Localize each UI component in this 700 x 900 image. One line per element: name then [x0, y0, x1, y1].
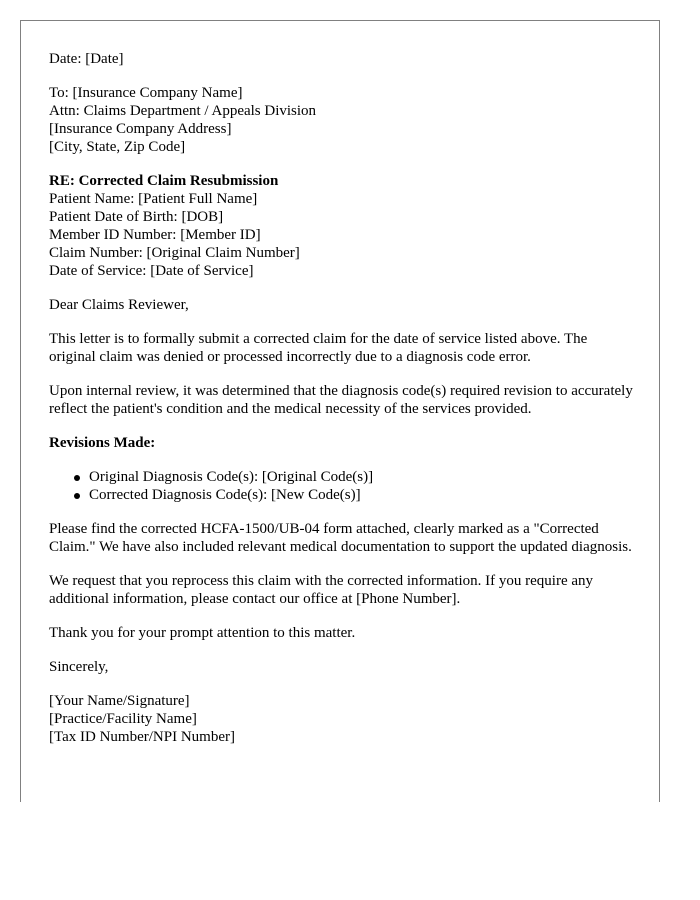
recipient-block — [49, 84, 633, 156]
original-code-item: Original Diagnosis Code(s): [Original Code(s)] — [89, 469, 374, 485]
signature-tax-id: [Tax ID Number/NPI Number] — [49, 729, 235, 745]
list-item — [89, 486, 633, 504]
claim-number: Claim Number: [Original Claim Number] — [49, 245, 300, 261]
paragraph-intro: This letter is to formally submit a corrected claim for the date of service listed above. The original claim was denied or processed incorrectly due to a diagnosis code error. — [49, 331, 588, 365]
signature-name: [Your Name/Signature] — [49, 693, 190, 709]
recipient-attn: Attn: Claims Department / Appeals Division — [49, 103, 317, 119]
letter-page — [20, 20, 660, 802]
bullet-icon — [74, 493, 80, 499]
corrected-code-item: Corrected Diagnosis Code(s): [New Code(s)] — [89, 487, 361, 503]
list-item — [89, 468, 633, 486]
paragraph-request: We request that you reprocess this claim with the corrected information. If you require any additional information, please contact our office at [Phone Number]. — [49, 573, 594, 607]
member-id: Member ID Number: [Member ID] — [49, 227, 261, 243]
date-line: Date: [Date] — [49, 51, 124, 67]
closing: Sincerely, — [49, 659, 109, 675]
re-heading: RE: Corrected Claim Resubmission — [49, 173, 279, 189]
re-block — [49, 172, 633, 280]
patient-name: Patient Name: [Patient Full Name] — [49, 191, 258, 207]
paragraph-thanks: Thank you for your prompt attention to this matter. — [49, 625, 356, 641]
paragraph-attachment: Please find the corrected HCFA-1500/UB-04 form attached, clearly marked as a "Corrected Claim." We have also included relevant medical documentation to support the updated diagnosis. — [49, 521, 632, 555]
patient-dob: Patient Date of Birth: [DOB] — [49, 209, 224, 225]
signature-practice: [Practice/Facility Name] — [49, 711, 197, 727]
date-of-service: Date of Service: [Date of Service] — [49, 263, 254, 279]
letter-content — [49, 50, 633, 746]
recipient-address: [Insurance Company Address] — [49, 121, 232, 137]
recipient-to: To: [Insurance Company Name] — [49, 85, 243, 101]
revisions-heading: Revisions Made: — [49, 435, 156, 451]
salutation: Dear Claims Reviewer, — [49, 297, 189, 313]
revisions-list — [49, 468, 633, 504]
bullet-icon — [74, 475, 80, 481]
paragraph-review: Upon internal review, it was determined that the diagnosis code(s) required revision to accurately reflect the patient's condition and the medical necessity of the services provided. — [49, 383, 633, 417]
recipient-city: [City, State, Zip Code] — [49, 139, 186, 155]
signature-block — [49, 692, 633, 746]
